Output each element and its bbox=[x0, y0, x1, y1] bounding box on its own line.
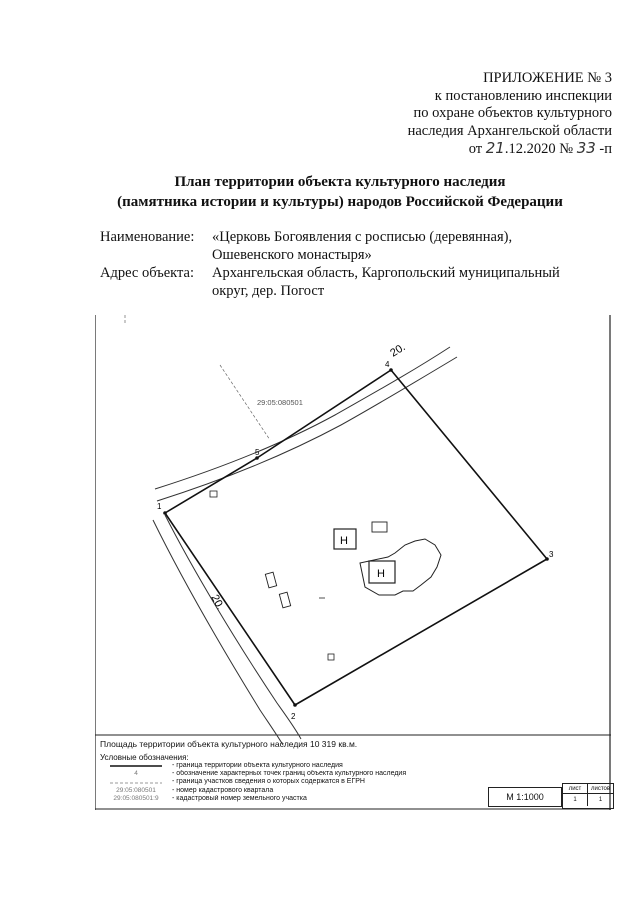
address-value-line2: округ, дер. Погост bbox=[212, 283, 325, 299]
road-top-edge-1 bbox=[155, 347, 450, 489]
object-info bbox=[100, 228, 592, 300]
small-structure-4 bbox=[210, 491, 217, 497]
legend-desc: - кадастровый номер земельного участка bbox=[172, 794, 307, 802]
legend-item bbox=[100, 778, 480, 786]
sheets-value: 1 bbox=[598, 797, 603, 803]
legend-item bbox=[100, 770, 480, 778]
legend-egrn-line-icon bbox=[100, 779, 172, 787]
name-value-line1: «Церковь Богоявления с росписью (деревянная), bbox=[212, 229, 513, 245]
appendix-line2: к постановлению инспекции bbox=[434, 87, 612, 104]
name-label: Наименование: bbox=[100, 229, 195, 245]
site-plan bbox=[95, 315, 611, 810]
road-label-left: 20. bbox=[208, 592, 227, 612]
appendix-header bbox=[352, 70, 612, 159]
title-line1: План территории объекта культурного наследия bbox=[174, 174, 506, 190]
name-value bbox=[212, 228, 592, 264]
legend-parcel-symbol: 29:05:080501:9 bbox=[113, 794, 159, 802]
handwritten-day: 21 bbox=[485, 139, 505, 157]
point-1-marker bbox=[163, 511, 167, 515]
legend-item bbox=[100, 787, 480, 795]
area-text: Площадь территории объекта культурного наследия 10 319 кв.м. bbox=[100, 739, 358, 749]
sheet-value: 1 bbox=[563, 794, 588, 806]
point-4-marker bbox=[389, 368, 393, 372]
legend-desc: - обозначение характерных точек границ объекта культурного наследия bbox=[172, 770, 407, 778]
cadastral-quarter-label: 29:05:080501 bbox=[257, 398, 303, 407]
name-row bbox=[100, 228, 592, 264]
point-label-3: 3 bbox=[549, 550, 554, 559]
sheet-box bbox=[562, 783, 614, 809]
road-label-top: 20. bbox=[388, 341, 408, 360]
legend-desc: - граница территории объекта культурного наследия bbox=[172, 762, 343, 769]
document-title bbox=[60, 172, 620, 212]
scale-box: М 1:1000 bbox=[488, 787, 562, 807]
outbuilding-1 bbox=[372, 522, 387, 532]
small-structure-1 bbox=[265, 572, 276, 588]
address-value-line1: Архангельская область, Каргопольский муниципальный bbox=[212, 265, 560, 281]
point-label-1: 1 bbox=[157, 502, 162, 511]
sheet-header: лист bbox=[563, 784, 588, 794]
point-2-marker bbox=[293, 703, 297, 707]
road-left-edge-2 bbox=[165, 515, 301, 739]
site-plan-drawing bbox=[95, 315, 611, 810]
date-rest: .12.2020 № bbox=[504, 141, 574, 157]
legend-desc: - номер кадастрового квартала bbox=[172, 786, 274, 794]
point-label-4: 4 bbox=[385, 360, 390, 369]
sheets-header: листов bbox=[588, 784, 613, 794]
point-label-5: 5 bbox=[255, 448, 260, 457]
appendix-line4: наследия Архангельской области bbox=[407, 122, 612, 139]
appendix-line1: ПРИЛОЖЕНИЕ № 3 bbox=[483, 70, 612, 86]
appendix-line3: по охране объектов культурного bbox=[413, 105, 612, 121]
name-value-line2: Ошевенского монастыря» bbox=[212, 247, 372, 263]
number-suffix: -п bbox=[599, 141, 612, 157]
legend-item bbox=[100, 762, 480, 770]
address-row bbox=[100, 264, 592, 300]
small-structure-2 bbox=[279, 592, 290, 608]
road-left-edge-1 bbox=[153, 520, 283, 745]
handwritten-number: 33 bbox=[576, 139, 596, 157]
point-label-2: 2 bbox=[291, 712, 296, 721]
legend bbox=[100, 762, 480, 803]
date-prefix: от bbox=[468, 141, 483, 157]
building-letter-2: Н bbox=[377, 568, 385, 580]
building-letter-1: Н bbox=[340, 535, 348, 547]
address-value bbox=[212, 264, 592, 300]
small-structure-3 bbox=[328, 654, 334, 660]
legend-quarter-symbol: 29:05:080501 bbox=[116, 786, 156, 794]
legend-title: Условные обозначения: bbox=[100, 753, 189, 762]
legend-heritage-line-icon bbox=[100, 762, 172, 770]
address-label: Адрес объекта: bbox=[100, 265, 194, 281]
legend-point-symbol: 4 bbox=[134, 770, 138, 778]
church-outline bbox=[360, 539, 441, 595]
title-line2: (памятника истории и культуры) народов Российской Федерации bbox=[117, 194, 563, 210]
legend-desc: - граница участков сведения о которых содержатся в ЕГРН bbox=[172, 778, 365, 786]
appendix-date-line bbox=[352, 140, 612, 159]
legend-item bbox=[100, 795, 480, 803]
